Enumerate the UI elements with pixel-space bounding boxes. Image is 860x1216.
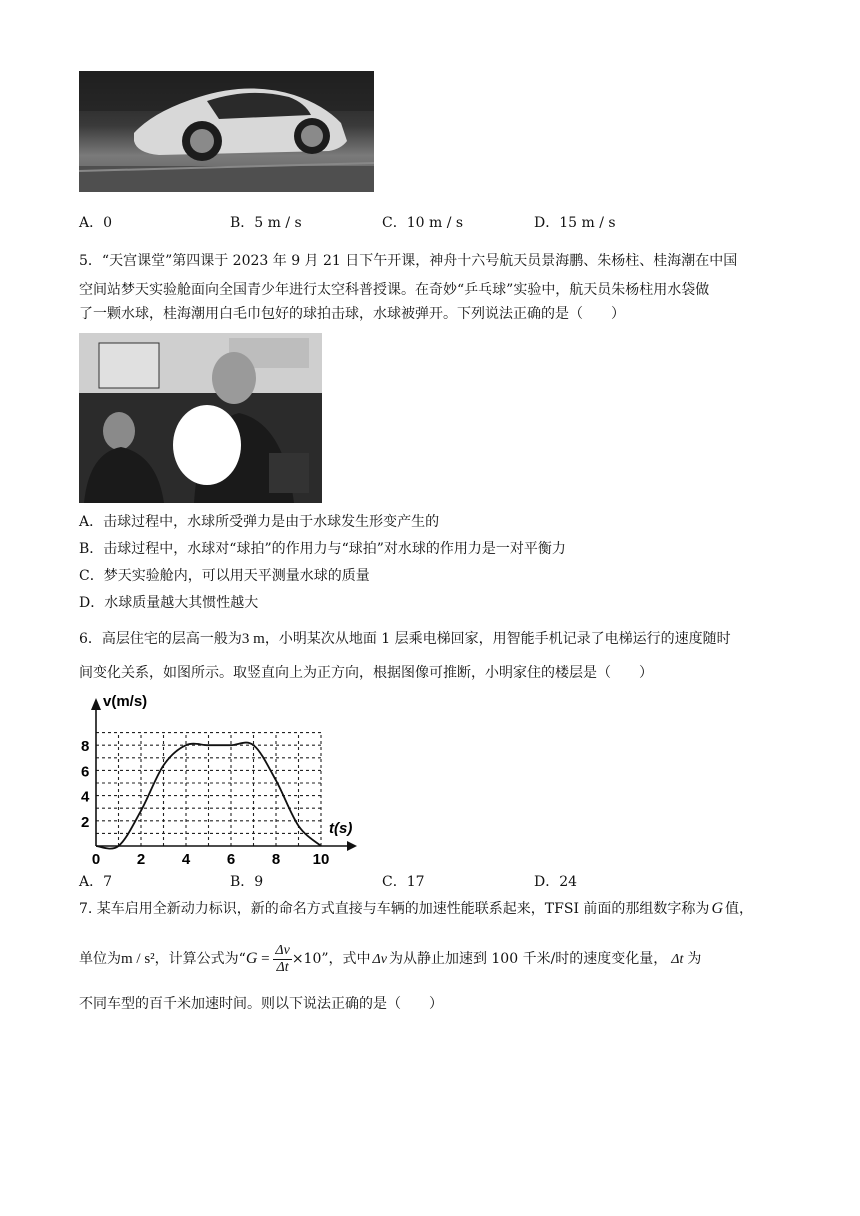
- formula-g: G: [245, 950, 258, 967]
- q7-text-c: ×10”，式中: [291, 951, 371, 967]
- q6-stem-text-2: ，小明某次从地面 1 层乘电梯回家，用智能手机记录了电梯运行的速度随时: [264, 631, 731, 647]
- q5-option-b: B．击球过程中，水球对“球拍”的作用力与“球拍”对水球的作用力是一对平衡力: [79, 541, 566, 557]
- space-class-photo: [79, 333, 322, 503]
- x-tick-label: 4: [181, 851, 191, 866]
- q7-text-e: 为: [687, 951, 702, 967]
- y-tick-labels: [81, 738, 90, 831]
- q7-stem-text-end: 值，: [725, 901, 753, 917]
- q7-text-b: ，计算公式为“: [154, 951, 246, 967]
- x-axis-label: t(s): [329, 820, 353, 837]
- y-tick-label: 6: [81, 763, 90, 781]
- q5-stem-line-3: 了一颗水球，桂海潮用白毛巾包好的球拍击球，水球被弹开。下列说法正确的是（ ）: [79, 306, 625, 322]
- floor-height-value: 3 m: [241, 631, 265, 647]
- q6-option-a: A．7: [79, 874, 113, 890]
- q7-text-d: 为从静止加速到 100 千米/时的速度变化量，: [388, 951, 668, 967]
- q6-option-d: D．24: [534, 874, 578, 890]
- fraction-numerator: Δv: [275, 942, 290, 958]
- q4-option-c: C．10 m / s: [382, 215, 464, 231]
- q6-stem-line-1: [79, 629, 731, 649]
- velocity-time-chart: [79, 688, 369, 866]
- q7-stem-text: 7. 某车启用全新动力标识，新的命名方式直接与车辆的加速性能联系起来，TFSI 前面的那组数字称为: [79, 901, 710, 917]
- y-axis-arrow: [91, 698, 101, 710]
- q5-stem-line-2: 空间站梦天实验舱面向全国青少年进行太空科普授课。在奇妙“乒乓球”实验中，航天员朱杨柱用水袋做: [79, 282, 710, 298]
- q7-stem-line-2: [79, 937, 701, 981]
- formula-equals: =: [257, 951, 274, 967]
- x-tick-label: 6: [226, 851, 236, 866]
- x-tick-labels: [92, 851, 330, 866]
- chart-grid: [96, 733, 321, 846]
- x-tick-label: 10: [312, 851, 330, 866]
- car-photo: [79, 71, 374, 192]
- delta-v: Δv: [372, 952, 387, 967]
- q7-text-a: 单位为: [79, 951, 121, 967]
- unit-text: m / s²: [121, 951, 155, 967]
- x-axis-arrow: [347, 841, 357, 851]
- x-tick-label: 8: [271, 851, 281, 866]
- formula-fraction: [273, 943, 291, 976]
- y-tick-label: 8: [81, 738, 90, 756]
- q4-option-d: D．15 m / s: [534, 215, 616, 231]
- q5-stem-line-1: 5．“天宫课堂”第四课于 2023 年 9 月 21 日下午开课，神舟十六号航天员景海鹏、朱杨柱、桂海潮在中国: [79, 253, 738, 269]
- q4-option-a: A．0: [79, 215, 113, 231]
- q5-option-a: A．击球过程中，水球所受弹力是由于水球发生形变产生的: [79, 514, 440, 530]
- q6-option-c: C．17: [382, 874, 425, 890]
- delta-t: Δt: [671, 952, 684, 967]
- q5-option-d: D．水球质量越大其惯性越大: [79, 595, 259, 611]
- q7-stem-line-3: 不同车型的百千米加速时间。则以下说法正确的是（ ）: [79, 996, 443, 1012]
- q7-stem-line-1: [79, 899, 753, 919]
- y-tick-label: 2: [81, 813, 90, 831]
- fraction-denominator: Δt: [276, 959, 289, 975]
- g-variable: G: [711, 900, 723, 917]
- y-axis-label: v(m/s): [103, 693, 148, 710]
- x-tick-label: 0: [91, 851, 101, 866]
- x-tick-label: 2: [136, 851, 146, 866]
- q5-option-c: C．梦天实验舱内，可以用天平测量水球的质量: [79, 568, 370, 584]
- q6-stem-text: 6．高层住宅的层高一般为: [79, 631, 242, 647]
- q4-option-b: B．5 m / s: [230, 215, 302, 231]
- q6-option-b: B．9: [230, 874, 264, 890]
- q6-stem-line-2: 间变化关系，如图所示。取竖直向上为正方向，根据图像可推断，小明家住的楼层是（ ）: [79, 665, 653, 681]
- y-tick-label: 4: [81, 788, 90, 806]
